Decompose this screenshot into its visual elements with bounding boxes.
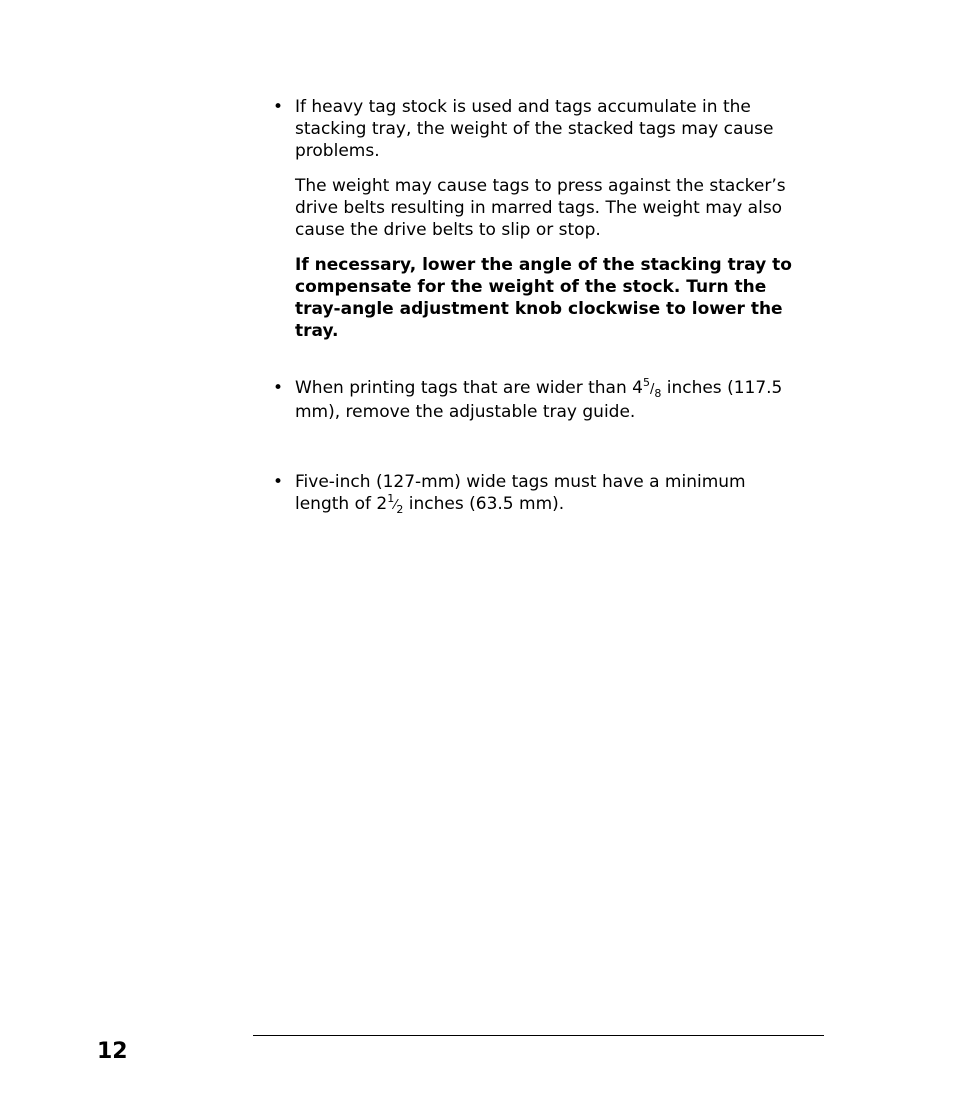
bullet-paragraph: If heavy tag stock is used and tags accumulate in the stacking tray, the weight of the stacked tags may cause problems. (295, 97, 774, 161)
text-before-fraction: Five-inch (127-mm) wide tags must have a minimum length of 2 (295, 472, 746, 514)
fraction-numerator: 1 (387, 492, 395, 505)
fraction-denominator: 2 (396, 503, 404, 516)
bullet-marker: • (273, 472, 284, 492)
explanation-paragraph: The weight may cause tags to press against the stacker’s drive belts resulting in marred tags. The weight may also cause the drive belts to slip or stop. (295, 176, 786, 240)
fraction-denominator: 8 (654, 387, 662, 400)
fraction-slash: / (649, 382, 655, 397)
main-content (273, 96, 793, 517)
fraction-numerator: 5 (642, 376, 650, 389)
bullet-item-wide-tags (273, 377, 793, 423)
page-number: 12 (97, 1039, 128, 1064)
bullet-paragraph (295, 377, 793, 423)
text-before-fraction: When printing tags that are wider than 4 (295, 378, 643, 398)
bullet-item-heavy-stock (273, 96, 793, 342)
text-after-fraction: inches (63.5 mm). (403, 494, 565, 514)
footer-rule (253, 1035, 824, 1036)
instruction-note: If necessary, lower the angle of the stacking tray to compensate for the weight of the stock. Turn the tray-angle adjustment knob clockwise to lower the tray. (295, 255, 792, 341)
text-after-fraction: inches (117.5 mm), remove the adjustable tray guide. (295, 378, 783, 422)
fraction-slash: ⁄ (394, 498, 397, 513)
bullet-item-five-inch-tags (273, 471, 793, 517)
bullet-marker: • (273, 378, 284, 398)
bullet-marker: • (273, 97, 284, 117)
bullet-paragraph (295, 471, 793, 517)
